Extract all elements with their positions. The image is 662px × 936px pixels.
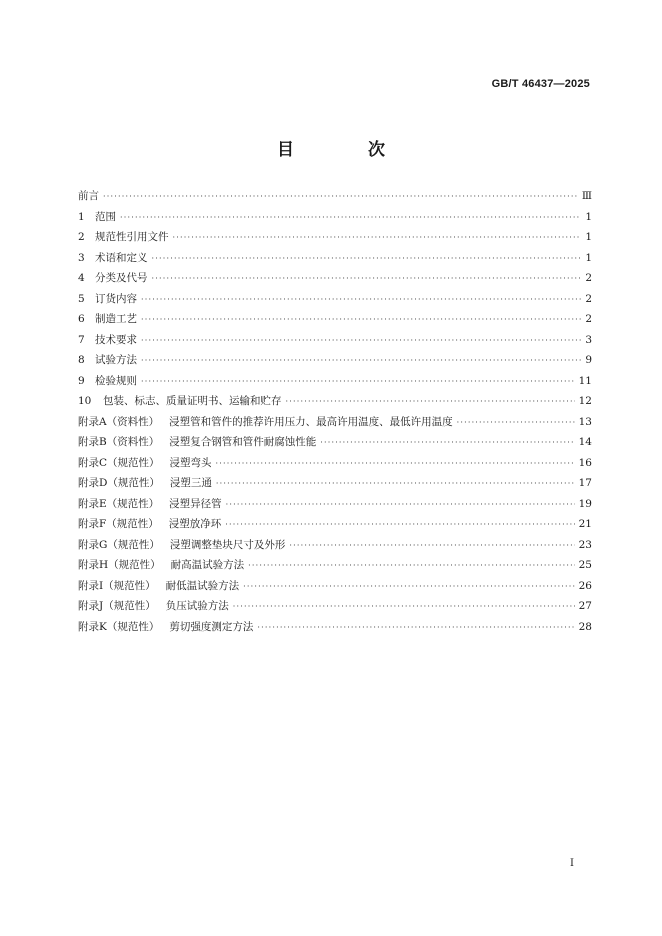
toc-entry-title: 耐高温试验方法	[170, 559, 245, 571]
toc-appendix-label: 附录K（规范性）	[78, 620, 160, 633]
toc-entry-page: 28	[578, 620, 592, 633]
toc-entry-title: 耐低温试验方法	[165, 579, 240, 592]
standard-code: GB/T 46437—2025	[491, 78, 590, 90]
toc-dot-leader	[216, 474, 575, 495]
toc-entry-title: 分类及代号	[95, 272, 148, 284]
toc-entry-title: 订货内容	[95, 292, 137, 305]
toc-entry-page: 17	[578, 477, 592, 489]
toc-entry-page: 12	[578, 395, 592, 407]
toc-entry-title: 浸塑异径管	[169, 497, 222, 510]
toc-entry[interactable]	[78, 555, 592, 576]
toc-dot-leader	[225, 515, 574, 536]
toc-appendix-label: 附录A（资料性）	[78, 415, 160, 428]
toc-dot-leader	[141, 310, 581, 331]
toc-entry-page: 2	[585, 313, 592, 325]
toc-appendix-label: 附录I（规范性）	[78, 579, 156, 592]
toc-dot-leader	[243, 577, 574, 598]
toc-entry-page: 1	[585, 231, 592, 243]
toc-entry[interactable]	[78, 535, 592, 556]
toc-entry-page: 21	[578, 518, 592, 530]
toc-entry-page: Ⅲ	[581, 190, 592, 202]
toc-appendix-label: 附录C（规范性）	[78, 456, 160, 469]
toc-entry[interactable]	[78, 309, 592, 330]
toc-entry-title: 术语和定义	[95, 251, 148, 264]
toc-entry[interactable]	[78, 432, 592, 453]
table-of-contents	[78, 186, 592, 637]
toc-dot-leader	[120, 208, 581, 229]
toc-dot-leader	[233, 597, 575, 618]
toc-dot-leader	[152, 269, 582, 290]
toc-entry-title: 浸塑三通	[169, 477, 212, 489]
toc-entry-page: 26	[578, 579, 592, 592]
toc-entry-title: 浸塑弯头	[169, 456, 212, 469]
toc-entry-page: 19	[578, 497, 592, 510]
toc-entry[interactable]	[78, 473, 592, 494]
toc-dot-leader	[141, 351, 581, 372]
toc-entry-page: 13	[578, 415, 592, 428]
toc-entry-title: 剪切强度测定方法	[169, 620, 254, 633]
toc-appendix-label: 附录J（规范性）	[78, 600, 156, 612]
toc-dot-leader	[457, 413, 575, 434]
toc-entry[interactable]	[78, 371, 592, 392]
toc-entry-title: 浸塑放净环	[168, 518, 222, 530]
toc-entry[interactable]	[78, 494, 592, 515]
toc-dot-leader	[289, 536, 574, 557]
toc-appendix-label: 附录D（规范性）	[78, 477, 160, 489]
toc-dot-leader	[103, 187, 578, 208]
toc-dot-leader	[173, 228, 582, 249]
toc-appendix-label: 附录E（规范性）	[78, 497, 160, 510]
page-title: 目 次	[277, 140, 419, 160]
toc-entry-title: 负压试验方法	[165, 600, 229, 612]
toc-entry[interactable]	[78, 186, 592, 207]
toc-entry[interactable]	[78, 289, 592, 310]
toc-entry-title: 检验规则	[95, 374, 137, 387]
toc-entry[interactable]	[78, 227, 592, 248]
toc-entry-page: 3	[585, 333, 592, 346]
toc-entry-page: 1	[585, 210, 592, 223]
toc-entry-page: 14	[578, 436, 592, 448]
toc-entry[interactable]	[78, 412, 592, 433]
toc-entry-title: 制造工艺	[95, 313, 137, 325]
toc-entry-page: 16	[578, 456, 592, 469]
toc-section-number: 10	[78, 395, 92, 407]
toc-entry[interactable]	[78, 207, 592, 228]
toc-appendix-label: 附录F（规范性）	[78, 518, 159, 530]
toc-section-number: 7	[78, 333, 85, 346]
toc-section-number: 3	[78, 251, 85, 264]
toc-entry-page: 2	[585, 292, 592, 305]
toc-entry-page: 9	[585, 354, 592, 366]
toc-entry-page: 25	[578, 559, 592, 571]
toc-entry[interactable]	[78, 596, 592, 617]
toc-entry[interactable]	[78, 391, 592, 412]
toc-entry-page: 2	[585, 272, 592, 284]
toc-section-number: 6	[78, 313, 85, 325]
toc-entry[interactable]	[78, 514, 592, 535]
page-number: I	[570, 858, 574, 869]
toc-dot-leader	[248, 556, 574, 577]
toc-entry[interactable]	[78, 576, 592, 597]
toc-section-number: 4	[78, 272, 85, 284]
toc-dot-leader	[320, 433, 574, 454]
toc-appendix-label: 附录G（规范性）	[78, 538, 160, 551]
toc-entry[interactable]	[78, 330, 592, 351]
toc-dot-leader	[257, 618, 574, 639]
toc-dot-leader	[226, 495, 575, 516]
toc-entry-title: 试验方法	[95, 354, 137, 366]
toc-entry[interactable]	[78, 350, 592, 371]
toc-entry[interactable]	[78, 268, 592, 289]
toc-appendix-label: 附录B（资料性）	[78, 436, 160, 448]
toc-entry-title: 浸塑管和管件的推荐许用压力、最高许用温度、最低许用温度	[169, 415, 453, 428]
toc-entry[interactable]	[78, 453, 592, 474]
toc-entry-title: 技术要求	[95, 333, 137, 346]
toc-section-number: 5	[78, 292, 85, 305]
toc-dot-leader	[152, 249, 582, 270]
toc-entry[interactable]	[78, 248, 592, 269]
toc-dot-leader	[141, 331, 581, 352]
toc-appendix-label: 附录H（规范性）	[78, 559, 161, 571]
toc-entry-title: 浸塑复合钢管和管件耐腐蚀性能	[169, 436, 317, 448]
toc-entry-title: 前言	[78, 190, 99, 202]
toc-section-number: 9	[78, 374, 85, 387]
toc-entry-page: 27	[578, 600, 592, 612]
toc-entry-title: 规范性引用文件	[95, 231, 169, 243]
toc-entry-page: 23	[578, 538, 592, 551]
toc-section-number: 2	[78, 231, 85, 243]
toc-section-number: 8	[78, 354, 85, 366]
toc-dot-leader	[141, 372, 575, 393]
toc-entry-page: 11	[578, 374, 592, 387]
toc-section-number: 1	[78, 210, 85, 223]
toc-entry[interactable]	[78, 617, 592, 638]
toc-dot-leader	[216, 454, 575, 475]
toc-dot-leader	[141, 290, 581, 311]
toc-entry-title: 浸塑调整垫块尺寸及外形	[169, 538, 286, 551]
toc-entry-title: 包装、标志、质量证明书、运输和贮存	[103, 395, 282, 407]
toc-entry-page: 1	[585, 251, 592, 264]
toc-entry-title: 范围	[95, 210, 116, 223]
toc-dot-leader	[286, 392, 575, 413]
